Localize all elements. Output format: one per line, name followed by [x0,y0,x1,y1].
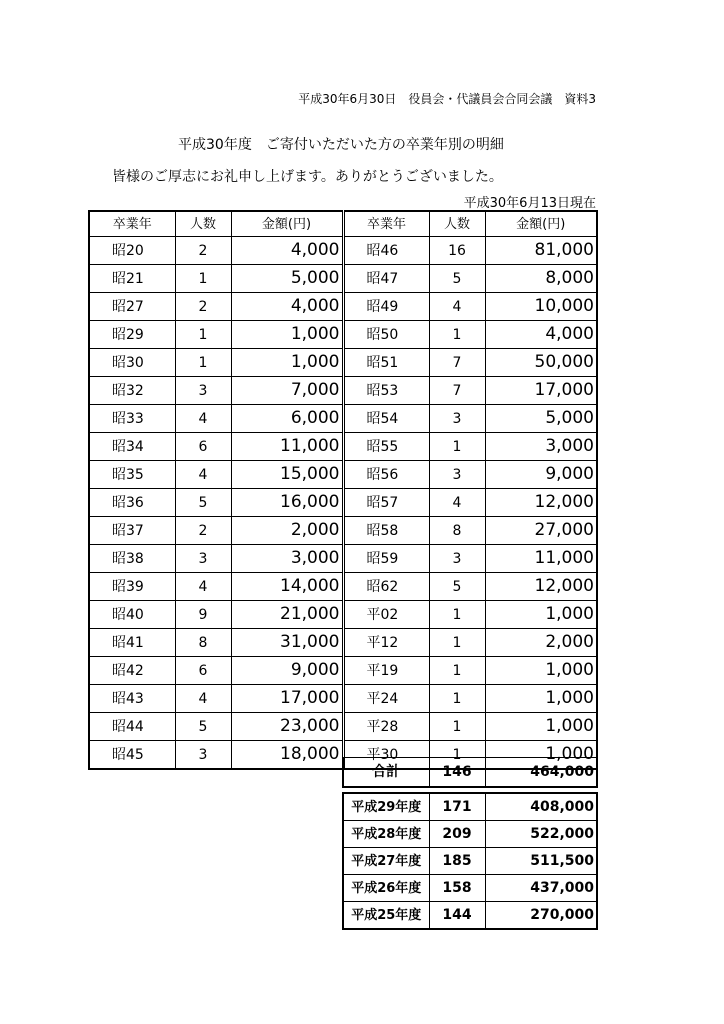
graduation-year-cell: 昭21 [89,265,175,293]
graduation-year-cell: 昭45 [89,741,175,770]
amount-cell: 1,000 [485,713,597,741]
amount-cell: 270,000 [485,902,597,930]
count-cell: 8 [429,517,485,545]
amount-cell: 21,000 [231,601,343,629]
table-row [89,489,597,517]
history-row [343,902,597,930]
count-cell: 1 [429,629,485,657]
previous-years-table [342,792,598,930]
history-row [343,793,597,821]
graduation-year-cell: 昭41 [89,629,175,657]
count-cell: 1 [429,433,485,461]
amount-cell: 81,000 [485,237,597,265]
count-cell: 144 [429,902,485,930]
amount-cell: 5,000 [485,405,597,433]
history-row [343,821,597,848]
graduation-year-cell: 昭30 [89,349,175,377]
amount-cell: 511,500 [485,848,597,875]
count-cell: 7 [429,349,485,377]
graduation-year-cell: 昭55 [343,433,429,461]
graduation-year-cell: 昭35 [89,461,175,489]
header-graduation-year: 卒業年 [343,211,429,237]
count-cell: 5 [429,265,485,293]
graduation-year-cell: 昭20 [89,237,175,265]
count-cell: 1 [429,321,485,349]
amount-cell: 1,000 [485,685,597,713]
count-cell: 4 [175,685,231,713]
graduation-year-cell: 昭43 [89,685,175,713]
amount-cell: 2,000 [485,629,597,657]
amount-cell: 2,000 [231,517,343,545]
count-cell: 4 [429,489,485,517]
table-row [89,349,597,377]
count-cell: 5 [175,489,231,517]
graduation-year-cell: 昭42 [89,657,175,685]
graduation-year-cell: 昭58 [343,517,429,545]
count-cell: 1 [175,349,231,377]
count-cell: 9 [175,601,231,629]
graduation-year-cell: 平12 [343,629,429,657]
count-cell: 2 [175,293,231,321]
count-cell: 16 [429,237,485,265]
amount-cell: 522,000 [485,821,597,848]
amount-cell: 9,000 [485,461,597,489]
count-cell: 4 [175,573,231,601]
fiscal-year-cell: 平成28年度 [343,821,429,848]
count-cell: 5 [175,713,231,741]
table-row [89,433,597,461]
table-row [89,461,597,489]
fiscal-year-cell: 平成25年度 [343,902,429,930]
count-cell: 1 [175,321,231,349]
fiscal-year-cell: 平成26年度 [343,875,429,902]
amount-cell: 17,000 [231,685,343,713]
amount-cell: 408,000 [485,793,597,821]
graduation-year-cell: 昭39 [89,573,175,601]
graduation-year-cell: 昭38 [89,545,175,573]
count-cell: 7 [429,377,485,405]
count-cell: 185 [429,848,485,875]
amount-cell: 4,000 [485,321,597,349]
table-row [89,321,597,349]
amount-cell: 10,000 [485,293,597,321]
count-cell: 1 [175,265,231,293]
graduation-year-cell: 平19 [343,657,429,685]
table-row [89,601,597,629]
table-row [89,573,597,601]
table-row [89,237,597,265]
count-cell: 5 [429,573,485,601]
amount-cell: 437,000 [485,875,597,902]
count-cell: 4 [429,293,485,321]
amount-cell: 3,000 [485,433,597,461]
graduation-year-cell: 昭29 [89,321,175,349]
total-label: 合計 [343,758,429,788]
count-cell: 6 [175,657,231,685]
total-table [342,757,598,788]
amount-cell: 16,000 [231,489,343,517]
graduation-year-cell: 昭50 [343,321,429,349]
graduation-year-cell: 昭53 [343,377,429,405]
amount-cell: 1,000 [485,657,597,685]
table-row [89,265,597,293]
document-title: 平成30年度 ご寄付いただいた方の卒業年別の明細 [178,137,504,153]
count-cell: 4 [175,461,231,489]
as-of-date: 平成30年6月13日現在 [463,196,596,211]
amount-cell: 11,000 [485,545,597,573]
graduation-year-cell: 昭46 [343,237,429,265]
total-amount: 464,000 [485,758,597,788]
amount-cell: 7,000 [231,377,343,405]
fiscal-year-cell: 平成27年度 [343,848,429,875]
amount-cell: 12,000 [485,573,597,601]
graduation-year-cell: 平24 [343,685,429,713]
amount-cell: 4,000 [231,237,343,265]
graduation-year-cell: 昭37 [89,517,175,545]
table-header-row [89,211,597,237]
count-cell: 8 [175,629,231,657]
header-graduation-year: 卒業年 [89,211,175,237]
amount-cell: 1,000 [485,741,597,770]
graduation-year-cell: 昭32 [89,377,175,405]
count-cell: 158 [429,875,485,902]
graduation-year-cell: 昭54 [343,405,429,433]
amount-cell: 12,000 [485,489,597,517]
graduation-year-cell: 昭51 [343,349,429,377]
total-count: 146 [429,758,485,788]
fiscal-year-cell: 平成29年度 [343,793,429,821]
count-cell: 209 [429,821,485,848]
graduation-year-cell: 昭27 [89,293,175,321]
graduation-year-cell: 昭33 [89,405,175,433]
header-count: 人数 [175,211,231,237]
graduation-year-cell: 昭34 [89,433,175,461]
graduation-year-cell: 昭59 [343,545,429,573]
graduation-year-cell: 昭49 [343,293,429,321]
count-cell: 3 [429,461,485,489]
graduation-year-cell: 昭56 [343,461,429,489]
table-row [89,545,597,573]
amount-cell: 50,000 [485,349,597,377]
count-cell: 3 [429,405,485,433]
count-cell: 3 [175,545,231,573]
graduation-year-cell: 昭62 [343,573,429,601]
graduation-year-cell: 平30 [343,741,429,770]
greeting-message: 皆様のご厚志にお礼申し上げます。ありがとうございました。 [112,169,503,185]
header-amount: 金額(円) [485,211,597,237]
count-cell: 4 [175,405,231,433]
table-row [89,377,597,405]
donation-by-graduation-year-table [88,210,598,770]
total-row [343,758,597,788]
amount-cell: 8,000 [485,265,597,293]
amount-cell: 15,000 [231,461,343,489]
amount-cell: 23,000 [231,713,343,741]
header-count: 人数 [429,211,485,237]
count-cell: 3 [429,545,485,573]
meeting-reference-note: 平成30年6月30日 役員会・代議員会合同会議 資料3 [298,92,596,106]
graduation-year-cell: 昭47 [343,265,429,293]
table-row [89,713,597,741]
count-cell: 1 [429,657,485,685]
amount-cell: 31,000 [231,629,343,657]
amount-cell: 4,000 [231,293,343,321]
amount-cell: 18,000 [231,741,343,770]
count-cell: 2 [175,237,231,265]
count-cell: 1 [429,741,485,770]
graduation-year-cell: 平28 [343,713,429,741]
amount-cell: 1,000 [231,321,343,349]
graduation-year-cell: 昭44 [89,713,175,741]
count-cell: 1 [429,685,485,713]
amount-cell: 17,000 [485,377,597,405]
amount-cell: 5,000 [231,265,343,293]
count-cell: 3 [175,377,231,405]
amount-cell: 9,000 [231,657,343,685]
count-cell: 6 [175,433,231,461]
count-cell: 2 [175,517,231,545]
header-amount: 金額(円) [231,211,343,237]
graduation-year-cell: 平02 [343,601,429,629]
amount-cell: 3,000 [231,545,343,573]
amount-cell: 1,000 [231,349,343,377]
amount-cell: 14,000 [231,573,343,601]
count-cell: 1 [429,601,485,629]
graduation-year-cell: 昭57 [343,489,429,517]
count-cell: 3 [175,741,231,770]
table-row [89,293,597,321]
graduation-year-cell: 昭36 [89,489,175,517]
amount-cell: 6,000 [231,405,343,433]
graduation-year-cell: 昭40 [89,601,175,629]
count-cell: 1 [429,713,485,741]
amount-cell: 27,000 [485,517,597,545]
table-row [89,657,597,685]
table-row [89,685,597,713]
count-cell: 171 [429,793,485,821]
history-row [343,848,597,875]
table-row [89,517,597,545]
history-row [343,875,597,902]
amount-cell: 1,000 [485,601,597,629]
table-row [89,629,597,657]
amount-cell: 11,000 [231,433,343,461]
table-row [89,405,597,433]
